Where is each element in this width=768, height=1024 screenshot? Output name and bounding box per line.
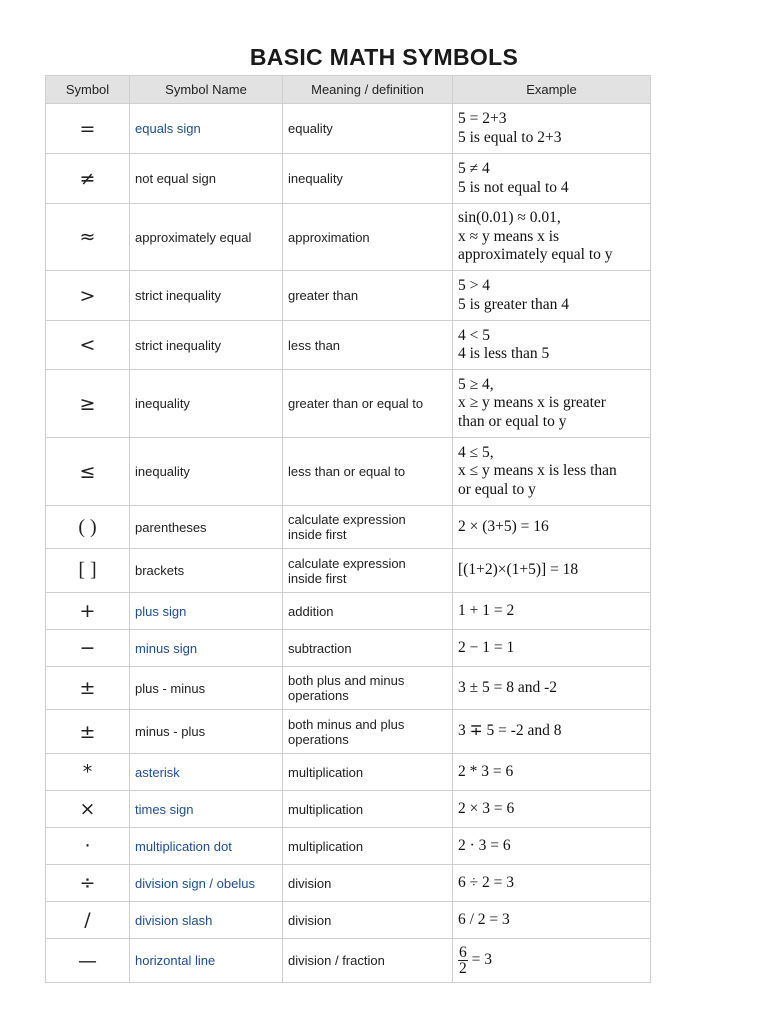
meaning-cell: inequality [283,154,453,204]
meaning-cell [283,506,453,549]
example-line: 4 ≤ 5, [458,443,494,461]
example-line: 3 ∓ 5 = -2 and 8 [458,722,562,740]
symbol-name-link[interactable]: division slash [130,902,283,939]
symbol-cell: · [46,828,130,865]
symbol-name-link[interactable]: asterisk [130,754,283,791]
example-cell [453,506,651,549]
table-header-row [46,76,651,104]
example-line: sin(0.01) ≈ 0.01, [458,209,561,227]
meaning-cell [283,667,453,710]
example-line: 4 < 5 [458,326,490,344]
meaning-cell: less than or equal to [283,438,453,506]
example-line: 3 ± 5 = 8 and -2 [458,678,558,696]
meaning-cell: multiplication [283,754,453,791]
table-row [46,791,651,828]
example-line: 2 − 1 = 1 [458,638,515,656]
table-row [46,667,651,710]
table-row [46,506,651,549]
table-row [46,321,651,370]
meaning-line: inside first [288,570,347,586]
example-line: 5 is equal to 2+3 [458,128,562,146]
column-header-symbol-name: Symbol Name [130,76,283,104]
symbol-cell: ± [46,710,130,754]
example-cell [453,438,651,506]
symbol-name-cell: approximately equal [130,204,283,271]
symbol-cell: * [46,754,130,791]
example-line: 5 is not equal to 4 [458,178,569,196]
meaning-cell: less than [283,321,453,370]
symbol-cell: / [46,902,130,939]
example-line: [(1+2)×(1+5)] = 18 [458,561,579,579]
meaning-cell: division [283,902,453,939]
symbol-cell: ≤ [46,438,130,506]
example-line: 4 is less than 5 [458,345,550,362]
table-row [46,438,651,506]
column-header-meaning: Meaning / definition [283,76,453,104]
example-line: 6 / 2 = 3 [458,910,510,928]
symbol-cell: × [46,791,130,828]
symbol-cell: ≠ [46,154,130,204]
fraction [458,945,468,976]
example-line: 5 ≥ 4, [458,375,494,393]
symbol-name-link[interactable]: times sign [130,791,283,828]
meaning-cell: addition [283,593,453,630]
meaning-cell: multiplication [283,791,453,828]
symbol-name-cell: plus - minus [130,667,283,710]
table-row [46,549,651,593]
symbol-name-link[interactable]: division sign / obelus [130,865,283,902]
symbol-cell: = [46,104,130,154]
meaning-line: calculate expression [288,555,406,571]
symbol-name-cell: brackets [130,549,283,593]
symbol-name-cell: not equal sign [130,154,283,204]
example-line: 2 × (3+5) = 16 [458,517,549,535]
meaning-line: inside first [288,527,347,542]
example-cell [453,939,651,983]
meaning-cell: division / fraction [283,939,453,983]
meaning-cell: division [283,865,453,902]
symbol-cell: — [46,939,130,983]
example-cell [453,791,651,828]
example-cell [453,370,651,438]
symbol-cell: ± [46,667,130,710]
meaning-line: both plus and minus [288,673,405,688]
symbol-name-link[interactable]: minus sign [130,630,283,667]
example-line: approximately equal to y [458,246,613,264]
example-line: x ≈ y means x is [458,227,560,245]
example-line: 2 · 3 = 6 [458,836,511,854]
example-line: 1 + 1 = 2 [458,601,515,619]
table-row [46,154,651,204]
meaning-line: operations [288,688,349,703]
symbol-name-cell: inequality [130,438,283,506]
column-header-symbol: Symbol [46,76,130,104]
symbol-name-link[interactable]: equals sign [130,104,283,154]
example-line: x ≤ y means x is less than [458,462,617,480]
meaning-line: operations [288,731,349,747]
example-cell [453,710,651,754]
example-cell [453,865,651,902]
symbol-name-link[interactable]: plus sign [130,593,283,630]
example-cell [453,154,651,204]
symbol-cell: + [46,593,130,630]
math-symbols-table [45,75,651,983]
symbol-cell: > [46,271,130,321]
symbol-name-cell: strict inequality [130,321,283,370]
meaning-cell [283,549,453,593]
symbol-cell: ≈ [46,204,130,271]
table-row [46,828,651,865]
table-row [46,902,651,939]
symbol-name-link[interactable]: multiplication dot [130,828,283,865]
symbol-name-cell: strict inequality [130,271,283,321]
symbol-cell: ( ) [46,506,130,549]
example-cell [453,902,651,939]
fraction-result: = 3 [471,951,492,969]
example-line: than or equal to y [458,412,567,430]
table-row [46,710,651,754]
meaning-line: calculate expression [288,512,406,527]
example-line: x ≥ y means x is greater [458,394,606,412]
example-cell [453,204,651,271]
example-line: 5 is greater than 4 [458,295,570,313]
column-header-example: Example [453,76,651,104]
example-cell [453,593,651,630]
meaning-cell: greater than [283,271,453,321]
meaning-cell: multiplication [283,828,453,865]
symbol-name-cell: parentheses [130,506,283,549]
page-title: BASIC MATH SYMBOLS [249,44,519,70]
table-row [46,865,651,902]
table-row [46,593,651,630]
example-cell [453,271,651,321]
example-line: 2 × 3 = 6 [458,799,515,817]
example-line: 5 > 4 [458,277,490,294]
table-row [46,370,651,438]
example-line: 6 ÷ 2 = 3 [458,873,514,891]
symbol-name-cell: minus - plus [130,710,283,754]
example-cell [453,321,651,370]
meaning-cell: equality [283,104,453,154]
meaning-line: both minus and plus [288,716,405,732]
symbol-name-link[interactable]: horizontal line [130,939,283,983]
symbol-cell: < [46,321,130,370]
symbol-cell: ≥ [46,370,130,438]
table-row [46,630,651,667]
example-cell [453,630,651,667]
symbol-cell: [ ] [46,549,130,593]
table-row [46,104,651,154]
example-cell [453,667,651,710]
example-line: 5 = 2+3 [458,110,507,127]
example-line: or equal to y [458,480,536,498]
example-cell [453,549,651,593]
meaning-cell: approximation [283,204,453,271]
symbol-cell: − [46,630,130,667]
example-cell [453,104,651,154]
example-line: 5 ≠ 4 [458,160,490,177]
meaning-cell [283,710,453,754]
symbol-cell: ÷ [46,865,130,902]
example-cell [453,754,651,791]
table-row [46,754,651,791]
symbol-name-cell: inequality [130,370,283,438]
table-row [46,204,651,271]
table-row [46,271,651,321]
meaning-cell: greater than or equal to [283,370,453,438]
meaning-cell: subtraction [283,630,453,667]
fraction-numerator: 6 [459,944,467,961]
table-row [46,939,651,983]
example-cell [453,828,651,865]
fraction-denominator: 2 [459,960,467,977]
example-line: 2 * 3 = 6 [458,762,514,780]
